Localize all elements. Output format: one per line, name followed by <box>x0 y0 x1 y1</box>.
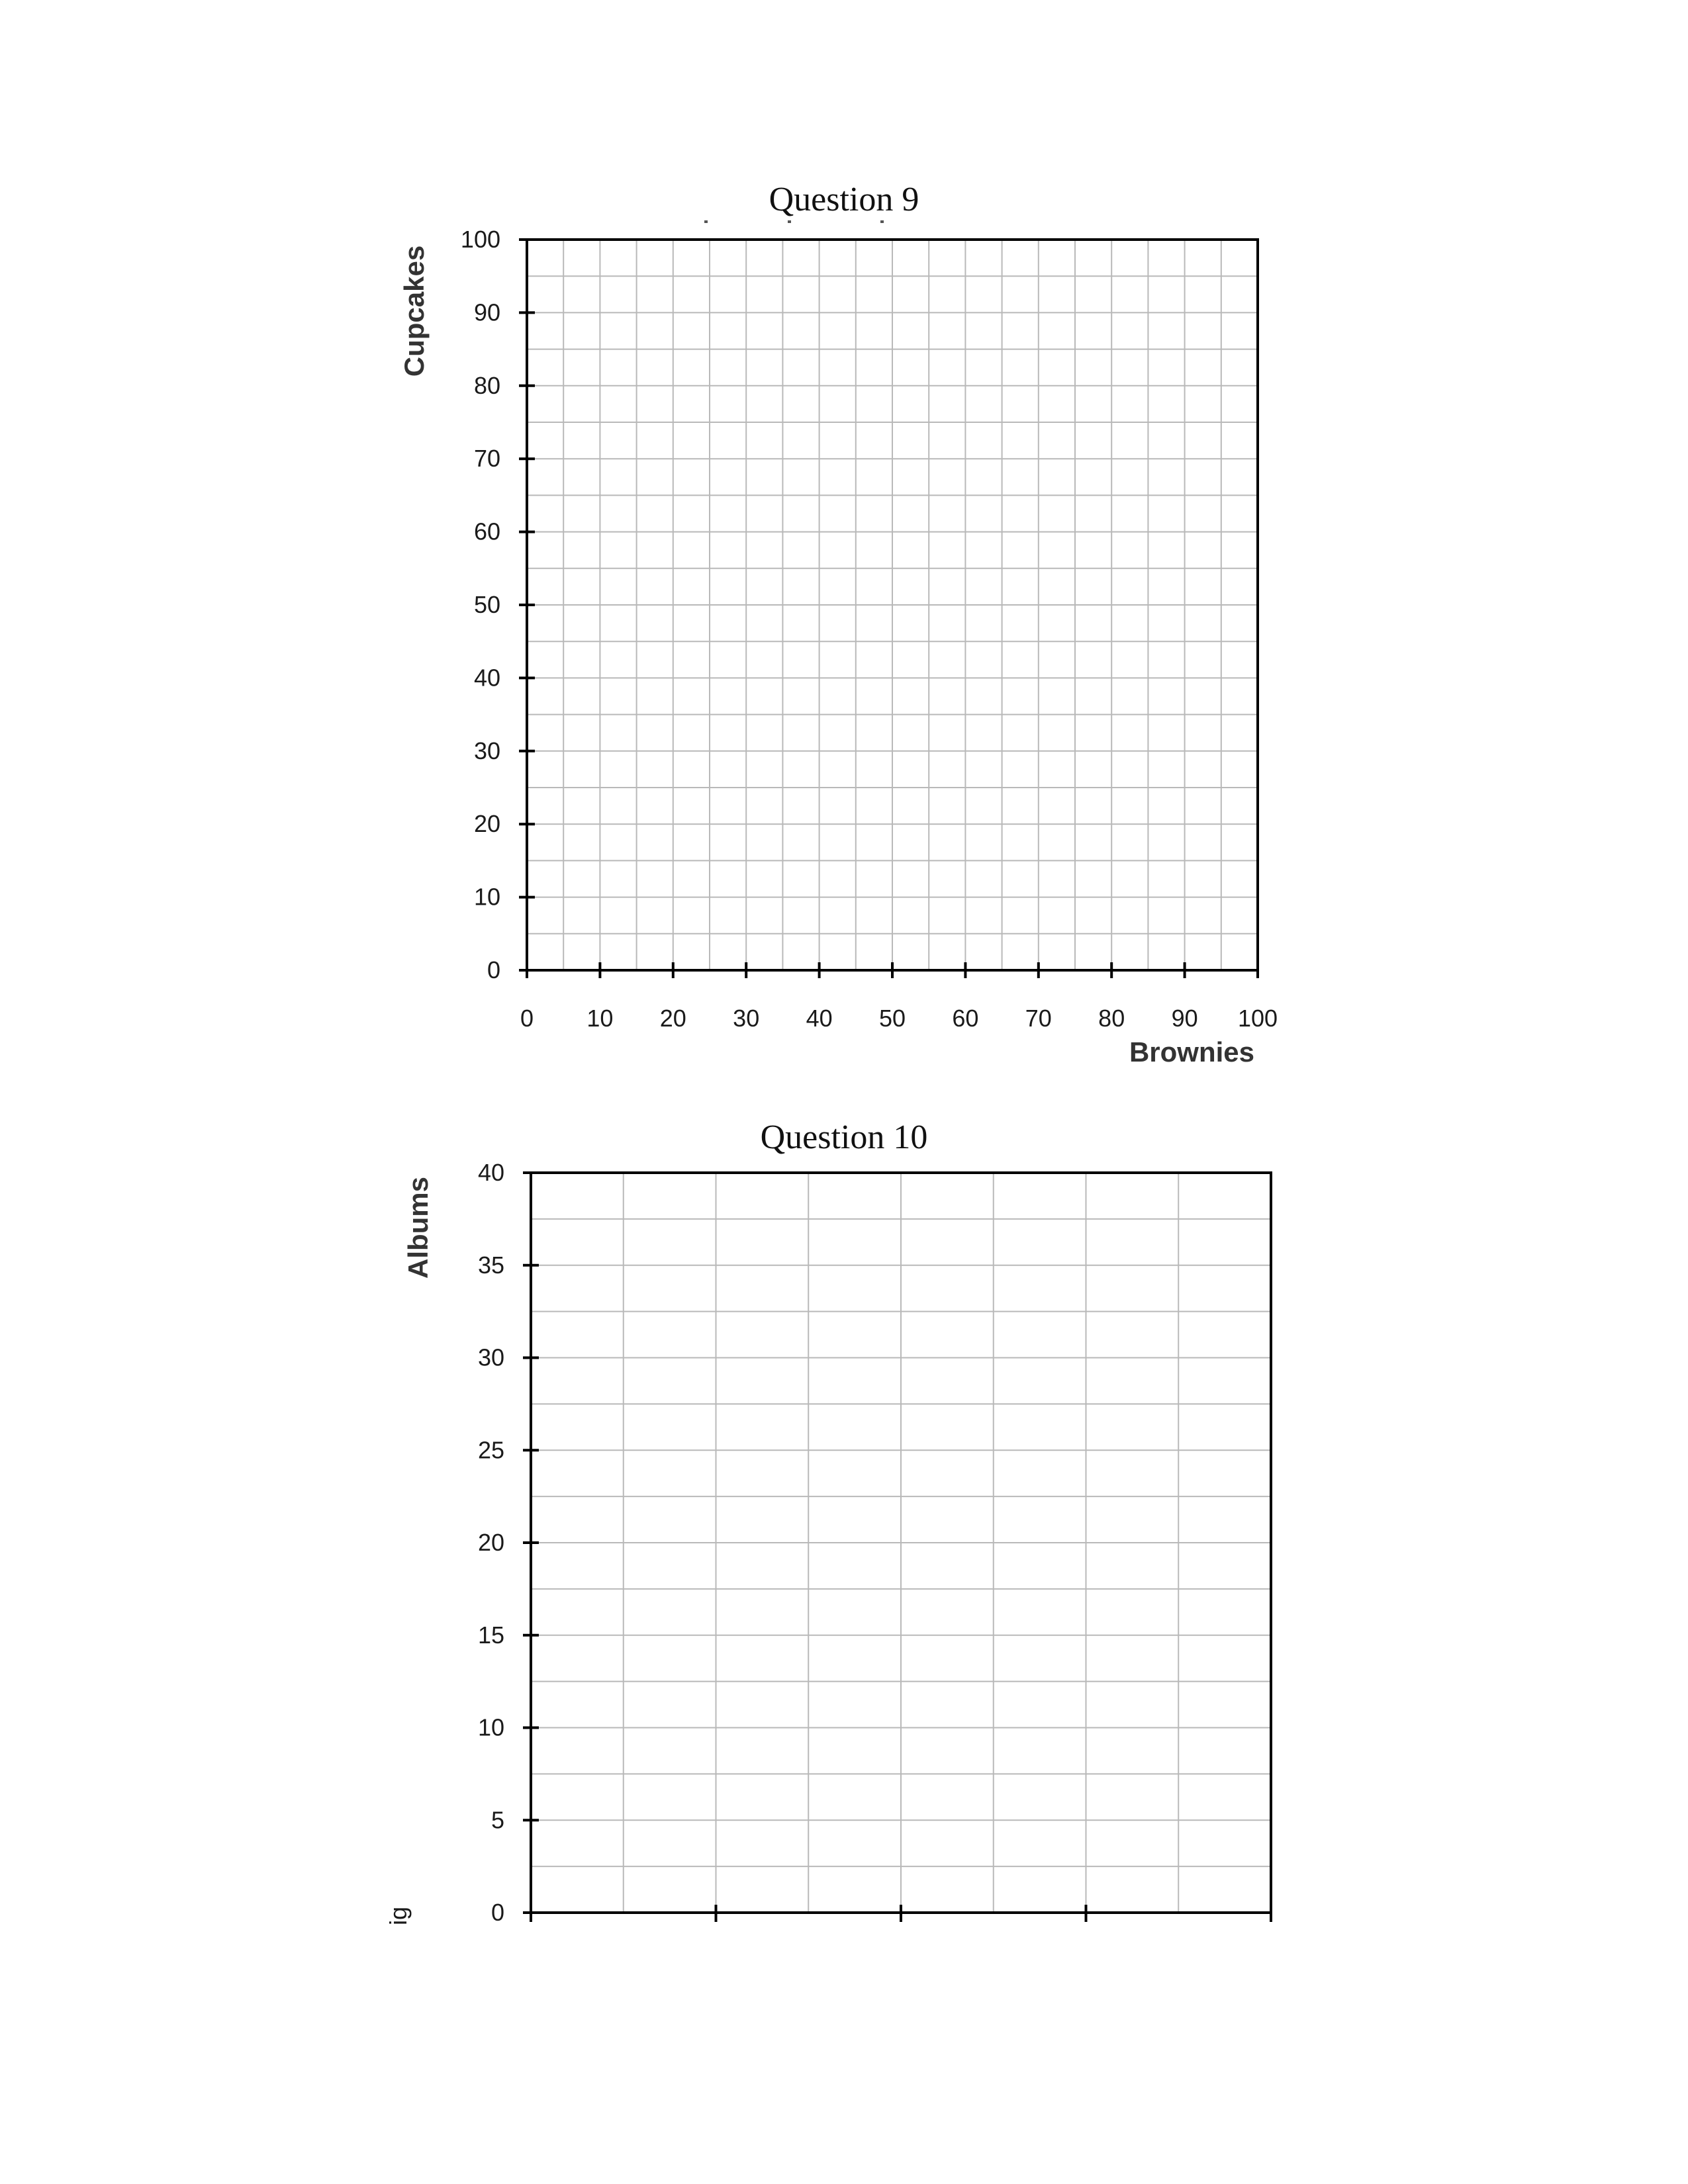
y-tick-label: 20 <box>477 1529 504 1556</box>
y-tick-label: 30 <box>473 737 500 764</box>
x-tick-label: 0 <box>520 1005 534 1032</box>
y-tick-label: 35 <box>477 1251 504 1279</box>
x-tick-label: 50 <box>878 1005 906 1032</box>
y-tick-label: 30 <box>477 1343 504 1371</box>
x-tick-label: 70 <box>1025 1005 1052 1032</box>
y-tick-label: 40 <box>477 1159 504 1186</box>
question-10-y-axis-title: Albums <box>402 1176 434 1279</box>
question-9-chart <box>399 181 1278 1068</box>
y-tick-label: 70 <box>473 445 500 473</box>
y-tick-label: 10 <box>477 1713 504 1741</box>
y-tick-label: 50 <box>473 591 500 618</box>
scan-speck <box>704 220 708 223</box>
y-tick-label: 20 <box>473 810 500 838</box>
scan-speck <box>788 220 791 223</box>
y-tick-label: 25 <box>477 1436 504 1464</box>
y-tick-label: 80 <box>473 371 500 399</box>
question-9-grid <box>527 240 1258 970</box>
scan-speck <box>880 220 884 223</box>
y-tick-label: 40 <box>473 664 500 692</box>
y-tick-label: 60 <box>473 518 500 545</box>
x-tick-label: 100 <box>1237 1005 1278 1032</box>
question-10-grid <box>531 1173 1271 1913</box>
y-tick-label: 90 <box>473 298 500 326</box>
x-tick-label: 20 <box>659 1005 686 1032</box>
y-tick-label: 100 <box>460 226 500 253</box>
question-9-x-tick-labels <box>520 1005 1278 1032</box>
x-tick-label: 80 <box>1098 1005 1125 1032</box>
question-10-y-tick-labels <box>478 1159 504 1926</box>
x-tick-label: 60 <box>952 1005 979 1032</box>
y-tick-label: 10 <box>473 883 500 911</box>
y-tick-label: 15 <box>477 1621 504 1649</box>
question-10-title: Question 10 <box>760 1118 928 1156</box>
question-10-chart <box>385 1118 1271 1926</box>
question-10-ticks <box>523 1173 1271 1922</box>
question-9-ticks <box>519 240 1258 978</box>
question-9-y-tick-labels <box>461 226 500 983</box>
x-tick-label: 40 <box>806 1005 833 1032</box>
y-tick-label: 0 <box>487 956 500 983</box>
stray-text-fragment: ig <box>385 1906 412 1926</box>
question-9-title: Question 9 <box>769 181 919 218</box>
question-9-x-axis-title: Brownies <box>1129 1036 1254 1068</box>
x-tick-label: 90 <box>1171 1005 1198 1032</box>
y-tick-label: 0 <box>491 1899 504 1926</box>
y-tick-label: 5 <box>491 1806 504 1834</box>
question-9-y-axis-title: Cupcakes <box>399 245 430 377</box>
x-tick-label: 30 <box>733 1005 760 1032</box>
x-tick-label: 10 <box>586 1005 614 1032</box>
